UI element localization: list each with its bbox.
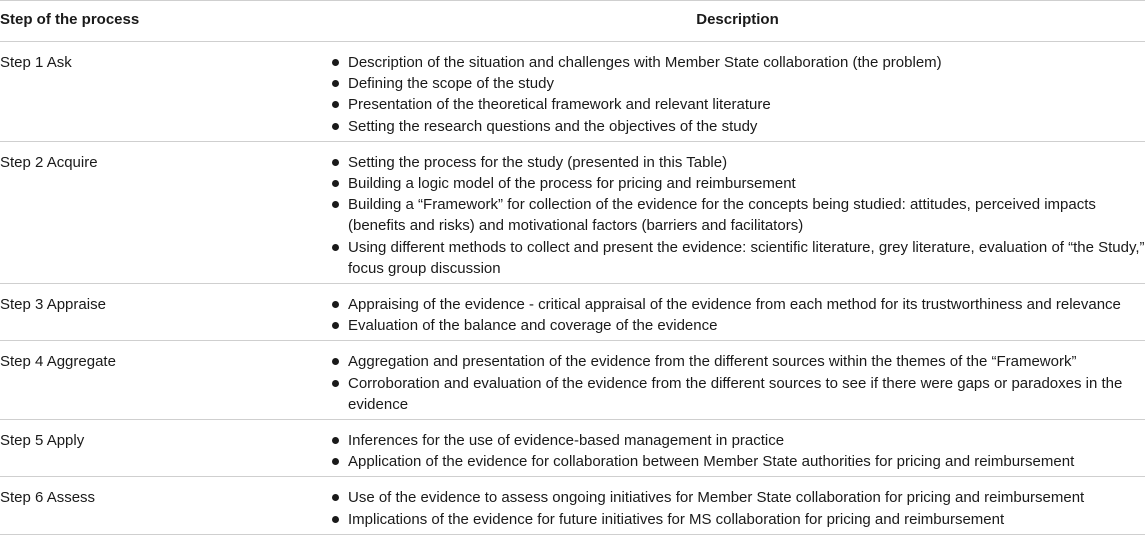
list-item <box>330 451 1145 472</box>
list-item <box>330 430 1145 451</box>
bullet-icon <box>332 59 339 66</box>
list-item <box>330 315 1145 336</box>
table-row <box>0 341 1145 420</box>
list-item-text: Evaluation of the balance and coverage of the evidence <box>348 317 718 335</box>
description-list <box>330 351 1145 415</box>
bullet-icon <box>332 80 339 87</box>
list-item-text: Aggregation and presentation of the evidence from the different sources within the themes of the “Framework” <box>348 353 1077 371</box>
table-row <box>0 141 1145 283</box>
bullet-icon <box>332 358 339 365</box>
list-item-text: Application of the evidence for collaboration between Member State authorities for pricing and reimbursement <box>348 453 1075 471</box>
list-item-text: Corroboration and evaluation of the evidence from the different sources to see if there were gaps or paradoxes in the evidence <box>348 374 1123 413</box>
description-column-header: Description <box>330 1 1145 42</box>
table-body <box>0 42 1145 535</box>
description-list <box>330 430 1145 472</box>
step-cell: Step 5 Apply <box>0 420 330 477</box>
step-column-header: Step of the process <box>0 1 330 42</box>
bullet-icon <box>332 159 339 166</box>
table-row <box>0 42 1145 142</box>
list-item <box>330 152 1145 173</box>
step-cell: Step 6 Assess <box>0 477 330 534</box>
list-item-text: Description of the situation and challenges with Member State collaboration (the problem) <box>348 54 942 71</box>
list-item-text: Setting the research questions and the objectives of the study <box>348 117 758 135</box>
list-item <box>330 237 1145 279</box>
table-row <box>0 477 1145 534</box>
list-item-text: Presentation of the theoretical framework and relevant literature <box>348 96 771 114</box>
description-list <box>330 152 1145 279</box>
list-item <box>330 194 1145 236</box>
list-item-text: Building a logic model of the process for pricing and reimbursement <box>348 175 796 193</box>
step-cell: Step 4 Aggregate <box>0 341 330 420</box>
description-cell <box>330 284 1145 341</box>
description-cell <box>330 141 1145 283</box>
bullet-icon <box>332 494 339 501</box>
list-item-text: Use of the evidence to assess ongoing initiatives for Member State collaboration for pricing and reimbursement <box>348 489 1085 507</box>
list-item <box>330 52 1145 73</box>
table-header <box>0 1 1145 42</box>
description-cell <box>330 341 1145 420</box>
list-item <box>330 509 1145 530</box>
table-row <box>0 284 1145 341</box>
step-cell: Step 2 Acquire <box>0 141 330 283</box>
bullet-icon <box>332 301 339 308</box>
description-cell <box>330 42 1145 142</box>
list-item <box>330 73 1145 94</box>
list-item-text: Using different methods to collect and present the evidence: scientific literature, grey literature, evaluation of “the Study,” focus group discussion <box>348 238 1145 277</box>
list-item <box>330 173 1145 194</box>
list-item <box>330 116 1145 137</box>
description-cell <box>330 420 1145 477</box>
list-item-text: Inferences for the use of evidence-based management in practice <box>348 432 785 450</box>
bullet-icon <box>332 201 339 208</box>
list-item-text: Implications of the evidence for future initiatives for MS collaboration for pricing and reimbursement <box>348 510 1005 528</box>
list-item-text: Setting the process for the study (presented in this Table) <box>348 153 728 171</box>
bullet-icon <box>332 516 339 523</box>
description-list <box>330 487 1145 529</box>
bullet-icon <box>332 180 339 187</box>
table-row <box>0 420 1145 477</box>
step-cell: Step 3 Appraise <box>0 284 330 341</box>
bullet-icon <box>332 437 339 444</box>
description-list <box>330 294 1145 336</box>
list-item <box>330 94 1145 115</box>
list-item <box>330 487 1145 508</box>
description-cell <box>330 477 1145 534</box>
list-item-text: Building a “Framework” for collection of the evidence for the concepts being studied: attitudes, perceived impacts (benefits and risks) and motivational factors (barriers and facilitators) <box>348 196 1096 235</box>
step-cell: Step 1 Ask <box>0 42 330 142</box>
bullet-icon <box>332 123 339 130</box>
list-item-text: Defining the scope of the study <box>348 75 554 93</box>
list-item <box>330 351 1145 372</box>
header-row <box>0 1 1145 42</box>
list-item <box>330 373 1145 415</box>
list-item-text: Appraising of the evidence - critical appraisal of the evidence from each method for its trustworthiness and relevance <box>348 296 1121 314</box>
bullet-icon <box>332 380 339 387</box>
list-item <box>330 294 1145 315</box>
bullet-icon <box>332 244 339 251</box>
bullet-icon <box>332 322 339 329</box>
description-list <box>330 52 1145 137</box>
bullet-icon <box>332 101 339 108</box>
bullet-icon <box>332 458 339 465</box>
